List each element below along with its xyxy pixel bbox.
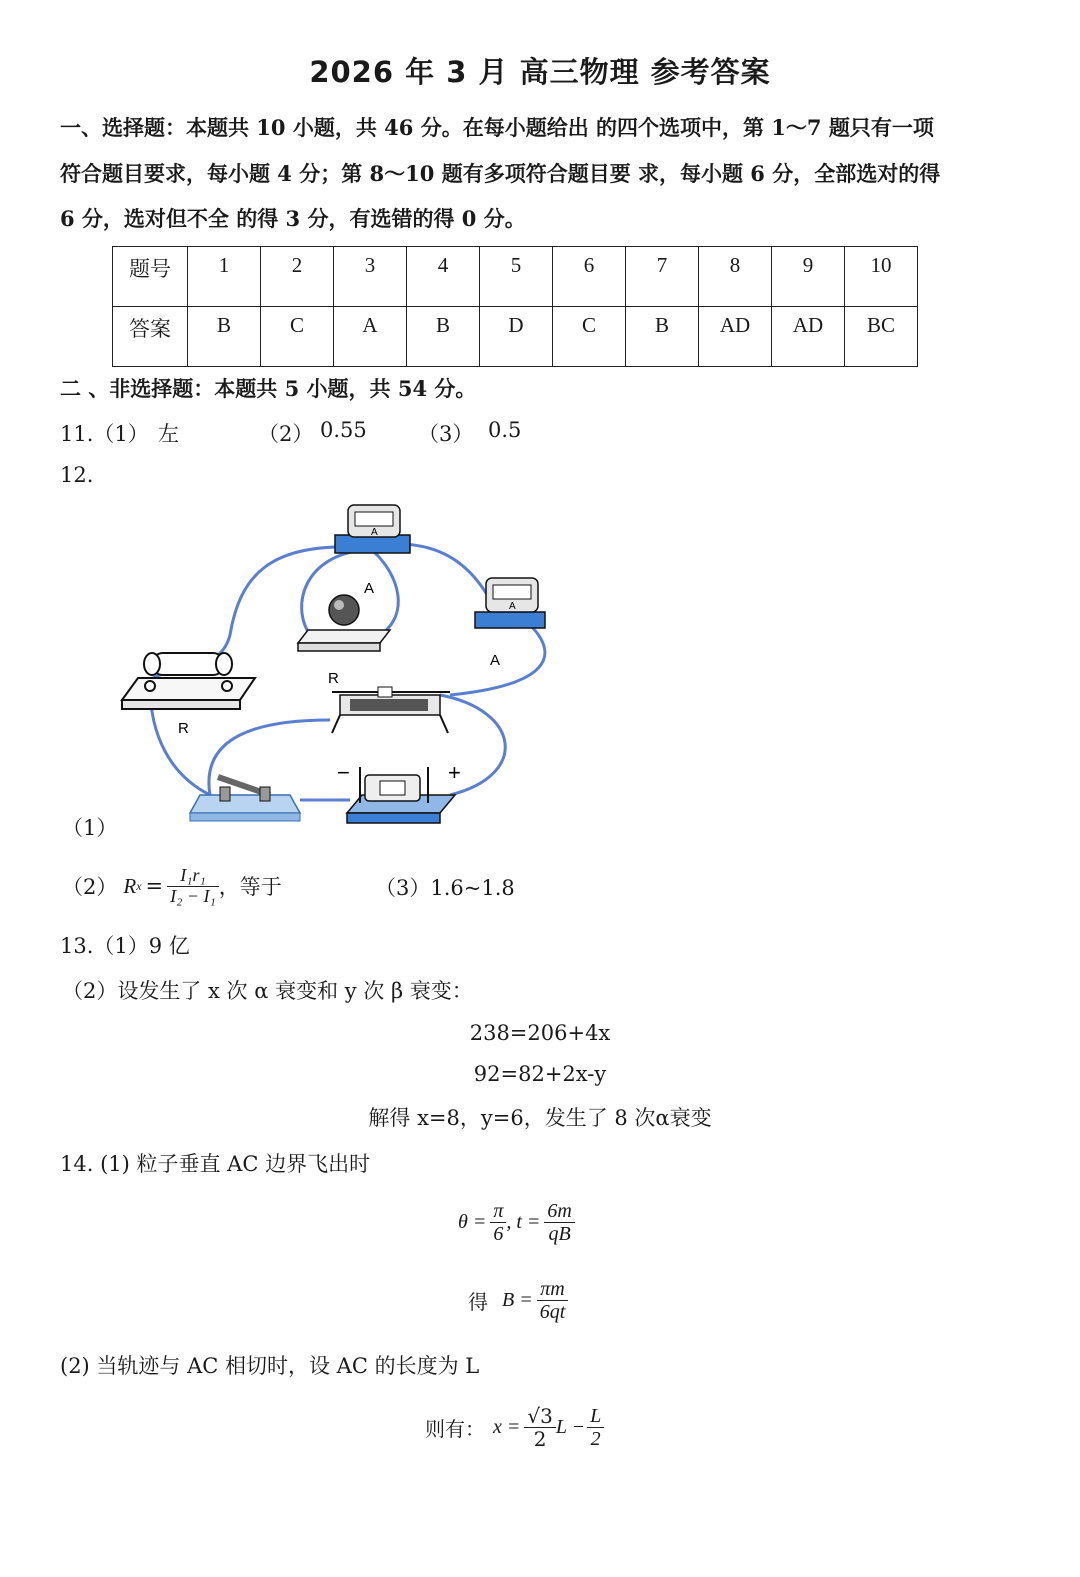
- ammeter-top: [335, 505, 410, 553]
- table-cell-q8: 8: [699, 247, 772, 307]
- table-cell-q5: 5: [480, 247, 553, 307]
- table-cell-a4: B: [407, 307, 480, 367]
- t-eq: , t =: [506, 1210, 541, 1233]
- table-row-questions: [113, 247, 918, 307]
- x-frac2-den: 2: [590, 1427, 601, 1450]
- x-frac1-den: 2: [533, 1426, 547, 1451]
- q12-part2-formula: [62, 858, 282, 914]
- rx-subscript: x: [136, 878, 142, 893]
- t-fraction: [544, 1200, 574, 1245]
- answer-table: [112, 246, 918, 367]
- bulb-resistor: [298, 595, 390, 651]
- de-label: 得: [468, 1289, 488, 1314]
- theta-num: π: [490, 1200, 506, 1223]
- t-den: qB: [548, 1222, 571, 1245]
- q14-line2: (2) 当轨迹与 AC 相切时，设 AC 的长度为 L: [60, 1354, 480, 1378]
- x-L-minus: L −: [555, 1415, 586, 1438]
- x-fraction2: [587, 1405, 604, 1450]
- table-cell-a2: C: [261, 307, 334, 367]
- table-cell-a3: A: [334, 307, 407, 367]
- t-num: 6m: [544, 1200, 574, 1223]
- q13-eq1: 238=206+4x: [469, 1021, 611, 1045]
- rheostat: [332, 687, 450, 733]
- rx-numerator: I₁r₁: [167, 866, 219, 887]
- q14-line1: 14. (1) 粒子垂直 AC 边界飞出时: [60, 1152, 371, 1176]
- q11-part3: （3）: [418, 422, 474, 446]
- label-ammeter-right: A: [490, 652, 501, 669]
- battery-plus-label: +: [448, 760, 461, 785]
- q12-part2-label: （2）: [62, 875, 118, 899]
- table-header-question: 题号: [113, 247, 188, 307]
- table-cell-a6: C: [553, 307, 626, 367]
- table-cell-q6: 6: [553, 247, 626, 307]
- equals-sign: =: [145, 874, 164, 898]
- table-cell-a7: B: [626, 307, 699, 367]
- q11-answer1: 左: [158, 422, 179, 446]
- table-cell-q2: 2: [261, 247, 334, 307]
- q12-part3: （3）1.6~1.8: [375, 876, 515, 900]
- b-eq: B =: [502, 1288, 533, 1311]
- x-frac2-num: L: [587, 1405, 604, 1428]
- label-ammeter-top: A: [364, 580, 375, 597]
- rx-fraction: [167, 866, 219, 907]
- x-fraction1: [524, 1405, 555, 1450]
- q11-answer3: 0.5: [488, 418, 522, 442]
- label-resistor-bulb: R: [328, 670, 339, 687]
- theta-den: 6: [493, 1222, 504, 1245]
- b-den: 6qt: [539, 1300, 566, 1323]
- table-cell-a10: BC: [845, 307, 918, 367]
- theta-eq: θ =: [458, 1210, 487, 1233]
- table-cell-q10: 10: [845, 247, 918, 307]
- q13-line1: 13.（1）9 亿: [60, 934, 190, 958]
- battery: [347, 767, 455, 823]
- page-title: 2026 年 3 月 高三物理 参考答案: [309, 55, 771, 89]
- table-cell-a9: AD: [772, 307, 845, 367]
- table-header-answer: 答案: [113, 307, 188, 367]
- ammeter-right: [475, 578, 545, 628]
- label-resistor-coil: R: [178, 720, 189, 737]
- section2-heading: 二 、非选择题：本题共 5 小题，共 54 分。: [60, 376, 477, 401]
- table-cell-q3: 3: [334, 247, 407, 307]
- q13-line2: （2）设发生了 x 次 α 衰变和 y 次 β 衰变：: [62, 979, 473, 1003]
- q12-part2-answer: ，等于: [218, 875, 282, 899]
- q13-eq3: 解得 x=8，y=6，发生了 8 次α衰变: [368, 1106, 712, 1130]
- table-cell-q9: 9: [772, 247, 845, 307]
- q11-label: 11.（1）: [60, 422, 149, 446]
- x-frac1-num: √3: [524, 1405, 555, 1428]
- section1-line1: 一、选择题：本题共 10 小题，共 46 分。在每小题给出 的四个选项中，第 1～7 题只有一项: [60, 115, 934, 140]
- q14-theta-formula: [458, 1192, 575, 1252]
- q12-label: 12.: [60, 463, 94, 487]
- battery-minus-label: −: [337, 760, 350, 785]
- b-fraction: [537, 1278, 569, 1323]
- rx-denominator: I₂ − I₁: [170, 885, 216, 906]
- x-eq: x =: [493, 1415, 521, 1438]
- q12-part1: （1）: [62, 816, 118, 840]
- section1-line2: 符合题目要求，每小题 4 分；第 8～10 题有多项符合题目要 求，每小题 6 分，全部选对的得: [60, 161, 941, 186]
- table-row-answers: [113, 307, 918, 367]
- b-num: πm: [537, 1278, 569, 1301]
- table-cell-q7: 7: [626, 247, 699, 307]
- q14-b-formula: [468, 1270, 568, 1330]
- q14-x-formula: [425, 1395, 604, 1459]
- rx-symbol: R: [123, 873, 137, 898]
- q11-answer2: 0.55: [320, 418, 367, 442]
- theta-fraction: [490, 1200, 506, 1245]
- q11-part2: （2）: [258, 422, 314, 446]
- table-cell-a8: AD: [699, 307, 772, 367]
- table-cell-a1: B: [188, 307, 261, 367]
- section1-line3: 6 分，选对但不全 的得 3 分，有选错的得 0 分。: [60, 206, 526, 231]
- table-cell-a5: D: [480, 307, 553, 367]
- table-cell-q4: 4: [407, 247, 480, 307]
- coil-resistor: [122, 653, 255, 709]
- q13-eq2: 92=82+2x-y: [473, 1062, 607, 1086]
- ammeter-right-face: A: [509, 601, 516, 612]
- zeyou-label: 则有：: [425, 1416, 485, 1441]
- switch: [190, 777, 300, 821]
- ammeter-top-face: A: [371, 527, 378, 538]
- circuit-diagram: [110, 495, 570, 830]
- table-cell-q1: 1: [188, 247, 261, 307]
